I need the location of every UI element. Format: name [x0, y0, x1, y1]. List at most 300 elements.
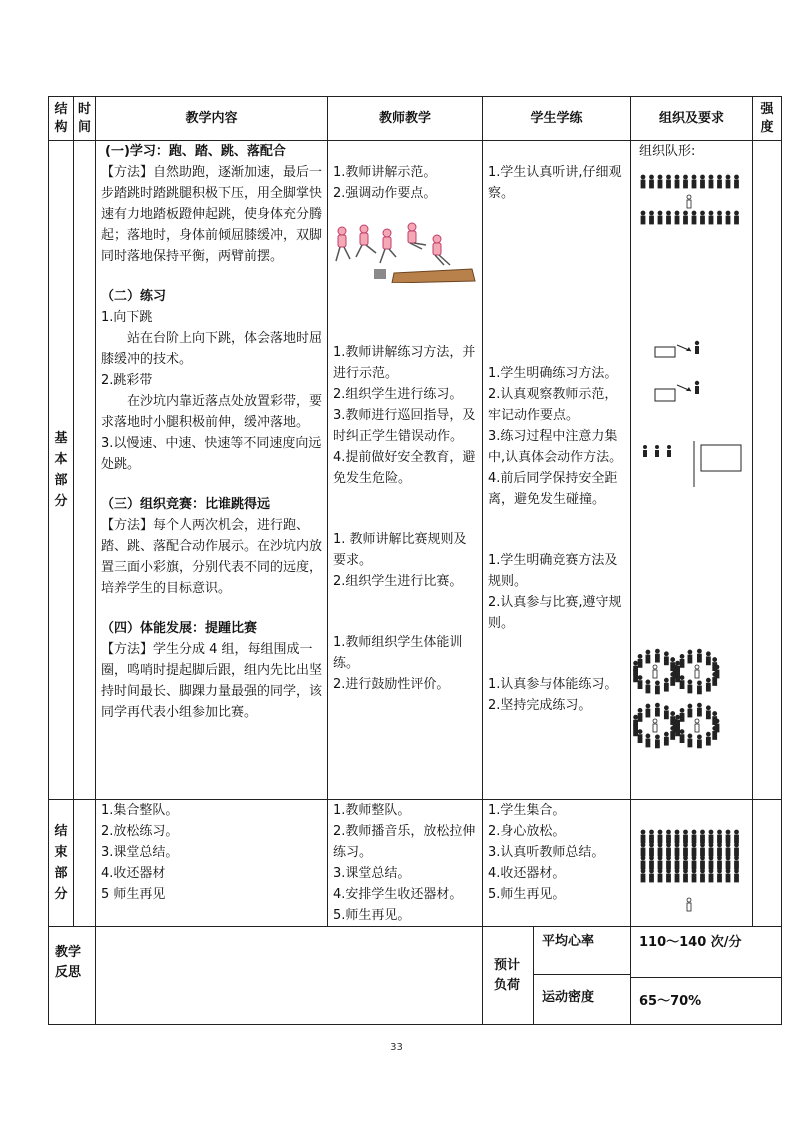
- student-body: [634, 674, 638, 682]
- student-body: [641, 180, 645, 188]
- student-body: [676, 666, 680, 674]
- student-body: [658, 861, 662, 869]
- student-body: [726, 216, 730, 224]
- student-head: [718, 869, 722, 873]
- student-body: [646, 685, 650, 693]
- student-body: [676, 674, 680, 682]
- student-body: [713, 731, 717, 739]
- three-students: [643, 445, 671, 457]
- student-body: [680, 735, 684, 743]
- student-head: [641, 856, 645, 860]
- student-body: [735, 180, 739, 188]
- student-head: [688, 704, 692, 708]
- student-body: [684, 848, 688, 856]
- student-head: [667, 175, 671, 179]
- student-head: [658, 843, 662, 847]
- student-body: [718, 861, 722, 869]
- s4-student-1: 1.认真参与体能练习。: [488, 677, 618, 692]
- student-head: [735, 830, 739, 834]
- student-body: [675, 848, 679, 856]
- header-time-text: 时间: [78, 101, 92, 135]
- student-body: [646, 739, 650, 747]
- section2-item1-text: 站在台阶上向下跳，体会落地时屈膝缓冲的技术。: [101, 331, 323, 367]
- student-body: [684, 180, 688, 188]
- header-organization: 组织及要求: [631, 97, 753, 141]
- student-body: [638, 735, 642, 743]
- student-body: [684, 835, 688, 843]
- student-head: [735, 211, 739, 215]
- section2-item2-text: 在沙坑内靠近落点处放置彩带，要求落地时小腿积极前伸，缓冲落地。: [101, 394, 323, 430]
- student-body: [695, 346, 699, 354]
- student-body: [650, 874, 654, 882]
- student-head: [638, 708, 642, 712]
- student-body: [726, 848, 730, 856]
- student-body: [650, 848, 654, 856]
- student-head: [684, 830, 688, 834]
- student-head: [713, 658, 717, 662]
- end-teacher-5: 5.师生再见。: [333, 908, 411, 923]
- student-body: [713, 677, 717, 685]
- sand-pit-box: [701, 445, 741, 471]
- student-head: [726, 856, 730, 860]
- header-student: 学生学练: [483, 97, 631, 141]
- section3-title: （三）组织竞赛：比谁跳得远: [101, 497, 271, 512]
- student-head: [692, 830, 696, 834]
- student-head: [680, 654, 684, 658]
- student-body: [680, 713, 684, 721]
- teacher-head: [695, 665, 699, 669]
- student-head: [718, 856, 722, 860]
- student-head: [726, 843, 730, 847]
- student-body: [692, 861, 696, 869]
- student-body: [709, 874, 713, 882]
- teacher-body: [653, 670, 657, 678]
- section2-item2-title: 2.跳彩带: [101, 373, 153, 388]
- student-head: [676, 661, 680, 665]
- s1-teacher-1: 1.教师讲解示范。: [333, 165, 437, 180]
- student-body: [718, 180, 722, 188]
- basic-content: [96, 141, 328, 800]
- student-body: [688, 709, 692, 717]
- end-intensity: [753, 800, 782, 927]
- student-head: [650, 830, 654, 834]
- student-head: [688, 680, 692, 684]
- student-head: [726, 211, 730, 215]
- student-body: [675, 861, 679, 869]
- student-head: [667, 869, 671, 873]
- end-teacher-3: 3.课堂总结。: [333, 866, 411, 881]
- student-body: [638, 681, 642, 689]
- student-head: [692, 843, 696, 847]
- student-head: [706, 706, 710, 710]
- student-head: [655, 681, 659, 685]
- student-head: [695, 341, 699, 345]
- student-body: [726, 180, 730, 188]
- student-body: [667, 874, 671, 882]
- student-body: [680, 659, 684, 667]
- end-time: [74, 800, 96, 927]
- end-student-5: 5.师生再见。: [488, 887, 566, 902]
- s4-student-2: 2.坚持完成练习。: [488, 698, 592, 713]
- header-intensity-text: 强度: [760, 101, 774, 135]
- s3-teacher-2: 2.组织学生进行比赛。: [333, 574, 463, 589]
- student-head: [667, 843, 671, 847]
- student-body: [692, 848, 696, 856]
- student-head: [667, 856, 671, 860]
- student-head: [706, 652, 710, 656]
- student-body: [718, 848, 722, 856]
- student-body: [664, 737, 668, 745]
- end-content-4: 4.收还器材: [101, 866, 166, 881]
- student-body: [664, 711, 668, 719]
- reflection-label-text: 教学反思: [55, 945, 82, 980]
- reflection-body: [96, 927, 483, 1025]
- student-head: [697, 649, 701, 653]
- student-body: [638, 659, 642, 667]
- student-body: [701, 216, 705, 224]
- student-body: [726, 861, 730, 869]
- s1-student-1: 1.学生认真听讲,仔细观察。: [488, 165, 622, 201]
- s2-student-3: 3.练习过程中注意力集中,认真体会动作方法。: [488, 429, 623, 465]
- student-head: [638, 654, 642, 658]
- student-body: [634, 720, 638, 728]
- student-body: [735, 216, 739, 224]
- teacher-head: [687, 195, 691, 199]
- student-head: [641, 869, 645, 873]
- student-head: [664, 732, 668, 736]
- student-head: [664, 706, 668, 710]
- student-head: [735, 869, 739, 873]
- s2-teacher-1: 1.教师讲解练习方法，并进行示范。: [333, 345, 476, 381]
- student-body: [655, 708, 659, 716]
- practice-diagram-2: [653, 377, 723, 407]
- s2-student-4: 4.前后同学保持安全距离，避免发生碰撞。: [488, 471, 618, 507]
- student-head: [680, 676, 684, 680]
- student-head: [718, 211, 722, 215]
- basic-row: [49, 141, 782, 800]
- header-content: 教学内容: [96, 97, 328, 141]
- s4-teacher-1: 1.教师组织学生体能训练。: [333, 635, 463, 671]
- student-head: [667, 211, 671, 215]
- student-head: [675, 856, 679, 860]
- student-body: [692, 835, 696, 843]
- student-head: [709, 843, 713, 847]
- student-head: [664, 652, 668, 656]
- header-row: [49, 97, 782, 141]
- student-body: [695, 386, 699, 394]
- student-body: [658, 216, 662, 224]
- student-body: [706, 657, 710, 665]
- teacher-head: [687, 898, 691, 902]
- teacher-body: [695, 670, 699, 678]
- end-teacher: [328, 800, 483, 927]
- student-head: [684, 211, 688, 215]
- student-body: [676, 728, 680, 736]
- student-body: [735, 848, 739, 856]
- student-body: [688, 685, 692, 693]
- student-head: [701, 869, 705, 873]
- org-label: 组织队形:: [639, 144, 696, 159]
- student-head: [713, 712, 717, 716]
- student-body: [709, 216, 713, 224]
- student-head: [706, 732, 710, 736]
- student-head: [650, 175, 654, 179]
- student-head: [671, 726, 675, 730]
- student-body: [667, 216, 671, 224]
- student-head: [646, 650, 650, 654]
- student-head: [675, 211, 679, 215]
- teacher-body: [687, 200, 691, 208]
- student-head: [718, 843, 722, 847]
- student-body: [692, 216, 696, 224]
- long-jump-illustration: [332, 221, 477, 283]
- student-body: [735, 874, 739, 882]
- end-teacher-1: 1.教师整队。: [333, 803, 411, 818]
- step-box: [655, 347, 675, 357]
- student-body: [676, 720, 680, 728]
- teacher-head: [653, 665, 657, 669]
- student-body: [641, 216, 645, 224]
- student-body: [709, 835, 713, 843]
- student-body: [697, 686, 701, 694]
- student-head: [650, 869, 654, 873]
- hr-value: 110～140 次/分: [631, 927, 782, 978]
- student-body: [697, 654, 701, 662]
- student-head: [709, 856, 713, 860]
- lesson-plan-table: [48, 96, 782, 1025]
- student-body: [709, 848, 713, 856]
- student-body: [667, 180, 671, 188]
- section3-method: 【方法】每个人两次机会，进行跑、踏、跳、落配合动作展示。在沙坑内放置三面小彩旗，分别代表不同的远度，培养学生的目标意识。: [101, 518, 323, 596]
- student-head: [701, 211, 705, 215]
- student-body: [684, 874, 688, 882]
- student-head: [671, 712, 675, 716]
- student-body: [658, 180, 662, 188]
- student-head: [701, 856, 705, 860]
- student-head: [675, 830, 679, 834]
- student-head: [655, 703, 659, 707]
- student-head: [638, 676, 642, 680]
- student-head: [713, 672, 717, 676]
- student-head: [697, 703, 701, 707]
- student-head: [735, 856, 739, 860]
- student-head: [692, 211, 696, 215]
- s3-teacher-1: 1. 教师讲解比赛规则及要求。: [333, 532, 467, 568]
- basic-label: [49, 141, 74, 800]
- student-head: [671, 658, 675, 662]
- student-head: [646, 734, 650, 738]
- student-body: [735, 861, 739, 869]
- student-body: [650, 835, 654, 843]
- student-body: [697, 708, 701, 716]
- step-box: [655, 389, 675, 401]
- practice-diagram-3: [635, 441, 753, 487]
- formation-end: [639, 828, 749, 918]
- student-body: [680, 681, 684, 689]
- student-body: [735, 835, 739, 843]
- student-head: [692, 175, 696, 179]
- student-body: [638, 713, 642, 721]
- end-teacher-2: 2.教师播音乐，放松拉伸练习。: [333, 824, 476, 860]
- student-body: [701, 835, 705, 843]
- reflection-label: [49, 927, 96, 1025]
- student-body: [655, 686, 659, 694]
- student-body: [655, 654, 659, 662]
- load-label-text: 预计负荷: [494, 957, 521, 993]
- student-body: [688, 655, 692, 663]
- student-head: [655, 649, 659, 653]
- student-head: [706, 678, 710, 682]
- student-head: [658, 830, 662, 834]
- student-body: [675, 874, 679, 882]
- student-head: [684, 175, 688, 179]
- page-number: 33: [390, 1042, 403, 1053]
- student-head: [658, 175, 662, 179]
- student-body: [701, 180, 705, 188]
- student-head: [680, 708, 684, 712]
- student-body: [701, 861, 705, 869]
- student-body: [709, 180, 713, 188]
- student-body: [667, 861, 671, 869]
- student-body: [675, 835, 679, 843]
- student-body: [726, 874, 730, 882]
- student-body: [706, 683, 710, 691]
- student-body: [641, 861, 645, 869]
- header-teacher: 教师教学: [328, 97, 483, 141]
- basic-teacher: [328, 141, 483, 800]
- student-body: [697, 740, 701, 748]
- student-body: [667, 835, 671, 843]
- header-structure: [49, 97, 74, 141]
- student-head: [650, 856, 654, 860]
- student-head: [641, 175, 645, 179]
- end-label-text: 结束部分: [54, 824, 68, 902]
- student-body: [706, 737, 710, 745]
- student-body: [701, 874, 705, 882]
- student-body: [655, 740, 659, 748]
- s3-student-1: 1.学生明确竞赛方法及规则。: [488, 553, 618, 589]
- student-head: [655, 735, 659, 739]
- end-content-3: 3.课堂总结。: [101, 845, 179, 860]
- s3-student-2: 2.认真参与比赛,遵守规则。: [488, 595, 622, 631]
- student-body: [675, 216, 679, 224]
- teacher-body: [653, 724, 657, 732]
- student-head: [684, 843, 688, 847]
- student-head: [675, 175, 679, 179]
- student-head: [634, 715, 638, 719]
- s1-teacher-2: 2.强调动作要点。: [333, 186, 437, 201]
- student-head: [713, 726, 717, 730]
- student-body: [646, 709, 650, 717]
- end-organization: [631, 800, 753, 927]
- student-body: [718, 216, 722, 224]
- header-structure-text: 结构: [54, 101, 68, 135]
- section2-item3: 3.以慢速、中速、快速等不同速度向远处跳。: [101, 436, 322, 472]
- takeoff-board: [374, 269, 386, 279]
- teacher-head: [695, 719, 699, 723]
- load-label: [483, 927, 534, 1024]
- student-body: [713, 717, 717, 725]
- practice-diagram-1: [653, 337, 723, 367]
- end-content-1: 1.集合整队。: [101, 803, 179, 818]
- student-body: [718, 835, 722, 843]
- student-head: [646, 704, 650, 708]
- student-head: [641, 211, 645, 215]
- reflection-row: [49, 927, 782, 978]
- s2-student-2: 2.认真观察教师示范，牢记动作要点。: [488, 387, 618, 423]
- student-body: [701, 848, 705, 856]
- student-body: [671, 717, 675, 725]
- end-content: [96, 800, 328, 927]
- student-body: [684, 861, 688, 869]
- student-body: [664, 657, 668, 665]
- hr-label: 平均心率: [534, 927, 630, 975]
- section1-title: (一)学习：跑、踏、跳、落配合: [105, 144, 286, 159]
- student-head: [701, 843, 705, 847]
- student-head: [638, 730, 642, 734]
- student-head: [676, 715, 680, 719]
- student-head: [709, 869, 713, 873]
- end-student-2: 2.身心放松。: [488, 824, 566, 839]
- student-head: [735, 843, 739, 847]
- student-body: [684, 216, 688, 224]
- header-intensity: [753, 97, 782, 141]
- density-value: 65～70%: [631, 977, 782, 1025]
- student-head: [671, 672, 675, 676]
- header-time: [74, 97, 96, 141]
- section4-title: （四）体能发展：提踵比赛: [101, 621, 258, 636]
- student-head: [641, 843, 645, 847]
- student-head: [641, 830, 645, 834]
- student-body: [646, 655, 650, 663]
- end-content-5: 5 师生再见: [101, 887, 166, 902]
- formation-circles: [631, 646, 749, 756]
- end-rows: [641, 830, 739, 911]
- student-body: [675, 180, 679, 188]
- basic-student: [483, 141, 631, 800]
- load-cell: [483, 927, 631, 1025]
- end-student: [483, 800, 631, 927]
- section2-item1-title: 1.向下跳: [101, 310, 153, 325]
- student-head: [701, 830, 705, 834]
- sand-pit: [392, 269, 475, 283]
- student-body: [671, 731, 675, 739]
- end-student-3: 3.认真听教师总结。: [488, 845, 605, 860]
- student-head: [675, 869, 679, 873]
- student-body: [692, 874, 696, 882]
- student-body: [671, 677, 675, 685]
- student-body: [726, 835, 730, 843]
- student-body: [658, 835, 662, 843]
- student-head: [709, 211, 713, 215]
- student-head: [684, 869, 688, 873]
- end-row: [49, 800, 782, 927]
- student-head: [726, 830, 730, 834]
- student-head: [667, 830, 671, 834]
- density-label: 运动密度: [542, 990, 595, 1005]
- student-head: [695, 381, 699, 385]
- student-head: [688, 734, 692, 738]
- student-head: [675, 843, 679, 847]
- student-head: [697, 681, 701, 685]
- student-body: [713, 663, 717, 671]
- student-head: [718, 830, 722, 834]
- student-head: [646, 680, 650, 684]
- student-body: [650, 861, 654, 869]
- student-head: [658, 211, 662, 215]
- basic-label-text: 基本部分: [54, 431, 68, 509]
- student-head: [701, 175, 705, 179]
